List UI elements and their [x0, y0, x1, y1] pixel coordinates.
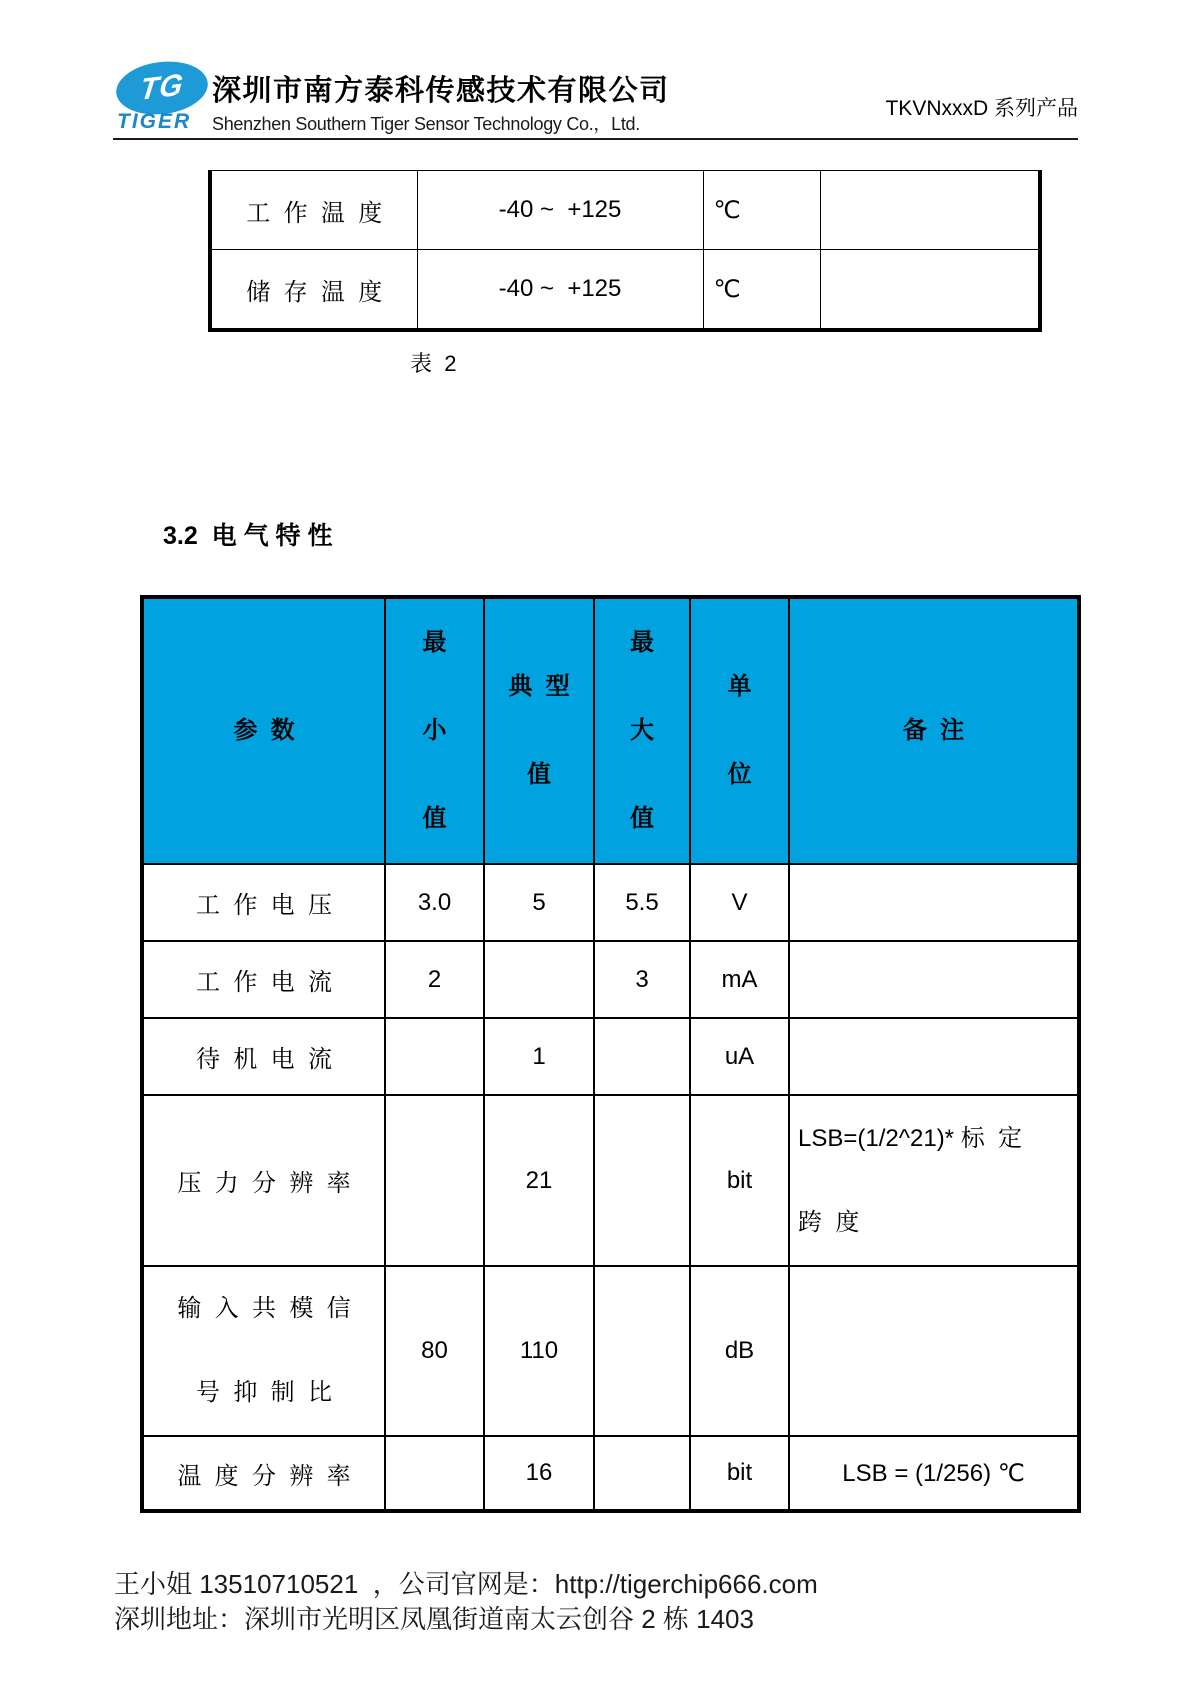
footer-contact-line: 王小姐 13510710521 ，公司官网是：http://tigerchip666.com [114, 1569, 818, 1599]
logo-tiger-wordmark: TIGER [117, 110, 192, 133]
elec-unit-cell: bit [690, 1095, 789, 1266]
elec-remark-cell: LSB = (1/256) ℃ [789, 1436, 1079, 1511]
temp-table-row [210, 250, 1040, 331]
elec-unit-cell: bit [690, 1436, 789, 1511]
logo-tg-monogram: TG [138, 67, 186, 108]
elec-param-cell: 压 力 分 辨 率 [142, 1095, 385, 1266]
elec-typ-cell [484, 941, 594, 1018]
elec-header-remark-label: 备 注 [902, 717, 965, 744]
elec-header-unit-label: 单 位 [727, 673, 752, 788]
elec-header-unit [690, 597, 789, 864]
elec-unit-cell: dB [690, 1266, 789, 1436]
temp-table-row [210, 171, 1040, 250]
product-series-label: TKVNxxxD 系列产品 [885, 97, 1078, 120]
elec-min-cell [385, 1436, 484, 1511]
elec-table-row [142, 1095, 1079, 1266]
elec-remark-cell [789, 1266, 1079, 1436]
temp-param-cell: 储 存 温 度 [210, 250, 417, 331]
footer-address-line: 深圳地址：深圳市光明区凤凰街道南太云创谷 2 栋 1403 [114, 1604, 754, 1634]
elec-remark-cell [789, 941, 1079, 1018]
elec-unit-cell: V [690, 864, 789, 941]
elec-min-cell: 2 [385, 941, 484, 1018]
elec-header-max-label: 最 大 值 [630, 629, 654, 832]
section-heading: 3.2 电 气 特 性 [163, 522, 333, 550]
elec-typ-cell: 110 [484, 1266, 594, 1436]
elec-typ-cell: 5 [484, 864, 594, 941]
elec-typ-cell: 1 [484, 1018, 594, 1095]
elec-remark-cell [789, 864, 1079, 941]
elec-table-row [142, 1436, 1079, 1511]
temp-unit-cell: ℃ [703, 171, 820, 250]
elec-remark-cell [789, 1018, 1079, 1095]
elec-param-cell: 工 作 电 压 [142, 864, 385, 941]
elec-header-row [142, 597, 1079, 864]
elec-max-cell [594, 1436, 690, 1511]
elec-param-cell: 待 机 电 流 [142, 1018, 385, 1095]
temp-value-cell: -40 ~ +125 [417, 171, 703, 250]
temp-value-cell: -40 ~ +125 [417, 250, 703, 331]
electrical-characteristics-table [140, 595, 1081, 1513]
elec-table-row [142, 941, 1079, 1018]
elec-table-row [142, 1018, 1079, 1095]
elec-remark-cell: LSB=(1/2^21)* 标 定 跨 度 [789, 1095, 1079, 1266]
temperature-table [208, 170, 1042, 332]
elec-header-param [142, 597, 385, 864]
elec-max-cell: 5.5 [594, 864, 690, 941]
elec-header-typ [484, 597, 594, 864]
elec-header-param-label: 参 数 [233, 717, 295, 744]
company-name-cn: 深圳市南方泰科传感技术有限公司 [212, 75, 670, 107]
elec-header-min-label: 最 小 值 [422, 629, 447, 832]
elec-max-cell: 3 [594, 941, 690, 1018]
elec-header-typ-label: 典 型 值 [508, 673, 570, 788]
elec-min-cell [385, 1095, 484, 1266]
temp-unit-cell: ℃ [703, 250, 820, 331]
header-divider [113, 138, 1078, 140]
elec-typ-cell: 16 [484, 1436, 594, 1511]
elec-min-cell: 3.0 [385, 864, 484, 941]
elec-max-cell [594, 1095, 690, 1266]
elec-min-cell [385, 1018, 484, 1095]
elec-min-cell: 80 [385, 1266, 484, 1436]
elec-header-max [594, 597, 690, 864]
elec-unit-cell: uA [690, 1018, 789, 1095]
elec-table-row [142, 1266, 1079, 1436]
elec-unit-cell: mA [690, 941, 789, 1018]
elec-max-cell [594, 1266, 690, 1436]
elec-param-cell: 温 度 分 辨 率 [142, 1436, 385, 1511]
table-caption: 表 2 [410, 351, 457, 376]
elec-header-remark [789, 597, 1079, 864]
elec-table-row [142, 864, 1079, 941]
temp-param-cell: 工 作 温 度 [210, 171, 417, 250]
company-name-en: Shenzhen Southern Tiger Sensor Technology Co.，Ltd. [212, 114, 640, 134]
elec-param-cell: 工 作 电 流 [142, 941, 385, 1018]
elec-max-cell [594, 1018, 690, 1095]
elec-typ-cell: 21 [484, 1095, 594, 1266]
temp-remark-cell [820, 250, 1040, 331]
temp-remark-cell [820, 171, 1040, 250]
elec-header-min [385, 597, 484, 864]
elec-param-cell: 输 入 共 模 信 号 抑 制 比 [142, 1266, 385, 1436]
